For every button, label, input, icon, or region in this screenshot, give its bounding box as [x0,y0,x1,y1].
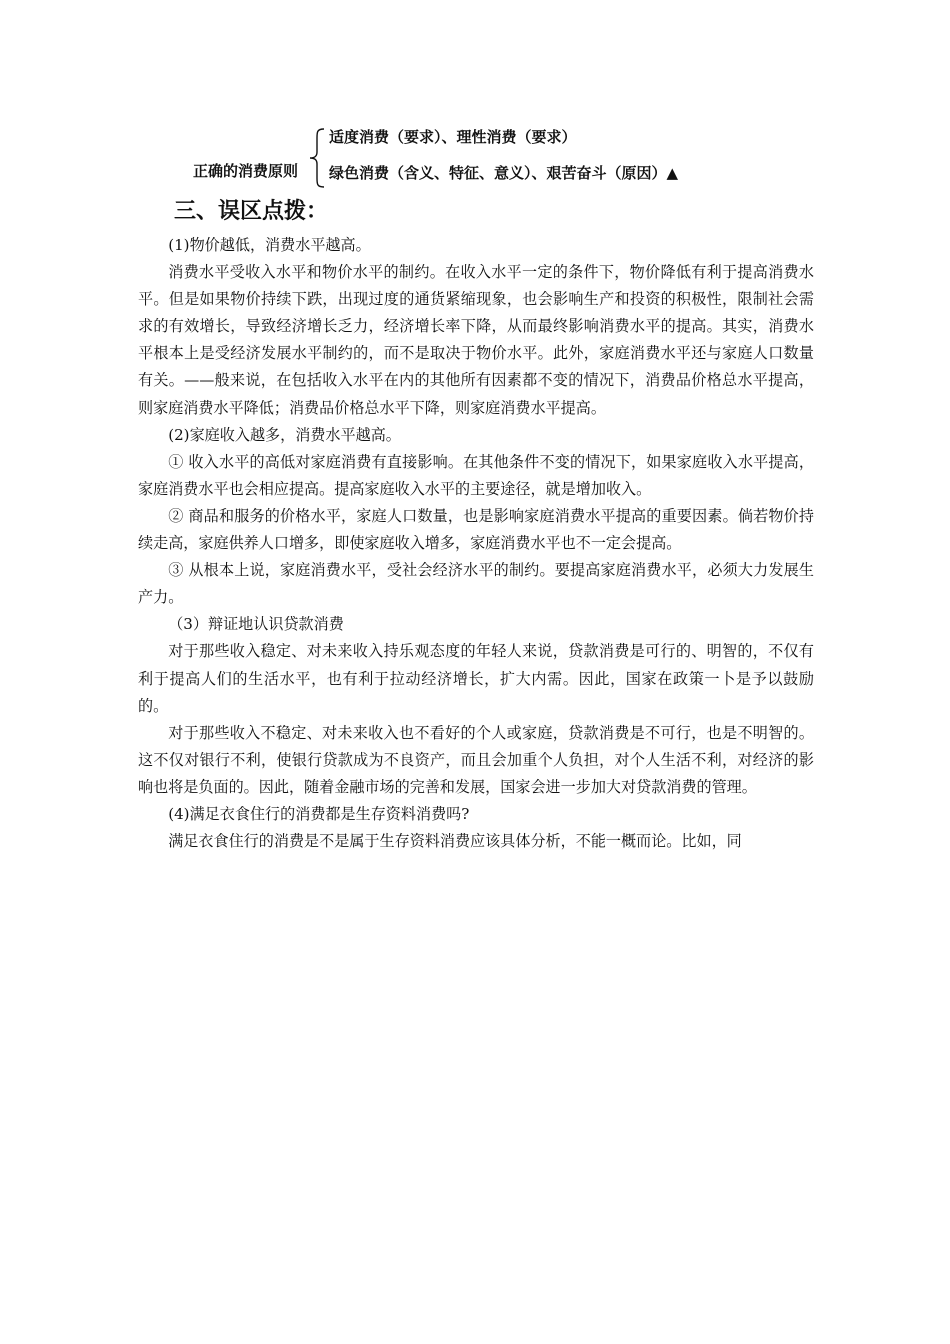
paragraph: ② 商品和服务的价格水平，家庭人口数量，也是影响家庭消费水平提高的重要因素。倘若物价持续走高，家庭供养人口增多，即使家庭收入增多，家庭消费水平也不一定会提高。 [138,506,814,553]
paragraph: 满足衣食住行的消费是不是属于生存资料消费应该具体分析，不能一概而论。比如，同 [168,832,742,851]
paragraph: ③ 从根本上说，家庭消费水平，受社会经济水平的制约。要提高家庭消费水平，必须大力发展生产力。 [138,561,814,607]
consumption-principles-diagram [0,0,950,190]
paragraph-question-2: (2)家庭收入越多，消费水平越高。 [168,425,401,444]
section-body [138,232,814,855]
paragraph-question-1: (1)物价越低，消费水平越高。 [168,236,371,254]
section-heading: 三、误区点拨： [174,199,329,224]
paragraph: 消费水平受收入水平和物价水平的制约。在收入水平一定的条件下，物价降低有利于提高消费水平。但是如果物价持续下跌，出现过度的通货紧缩现象，也会影响生产和投资的积极性，限制社会需求的有效增长，导致经济增长乏力，经济增长率下降，从而最终影响消费水平的提高。其实，消费水平根本上是受经济发展水平制约的，而不是取决于物价水平。此外，家庭消费水平还与家庭人口数量有关。——般来说，在包括收入水平在内的其他所有因素都不变的情况下，消费品价格总水平提高，则家庭消费水平降低；消费品价格总水平下降，则家庭消费水平提高。 [138,263,814,417]
paragraph: 对于那些收入稳定、对未来收入持乐观态度的年轻人来说，贷款消费是可行的、明智的，不仅有利于提高人们的生活水平，也有利于拉动经济增长，扩大内需。因此，国家在政策一卜是予以鼓励的。 [138,642,814,715]
paragraph-question-4: (4)满足衣食住行的消费都是生存资料消费吗? [168,804,470,823]
curly-brace-icon [308,128,326,188]
paragraph: ① 收入水平的高低对家庭消费有直接影响。在其他条件不变的情况下，如果家庭收入水平提高，家庭消费水平也会相应提高。提高家庭收入水平的主要途径，就是增加收入。 [138,452,814,498]
principles-label: 正确的消费原则 [193,162,299,180]
paragraph-question-3: （3）辩证地认识贷款消费 [168,615,344,634]
principle-item-moderate-rational: 适度消费（要求）、理性消费（要求） [329,128,577,146]
paragraph: 对于那些收入不稳定、对未来收入也不看好的个人或家庭，贷款消费是不可行，也是不明智的。这不仅对银行不利，使银行贷款成为不良资产，而且会加重个人负担，对个人生活不利，对经济的影响也将是负面的。因此，随着金融市场的完善和发展，国家会进一步加大对贷款消费的管理。 [138,723,814,796]
principle-item-green-frugal: 绿色消费（含义、特征、意义）、艰苦奋斗（原因）▲ [329,164,679,182]
